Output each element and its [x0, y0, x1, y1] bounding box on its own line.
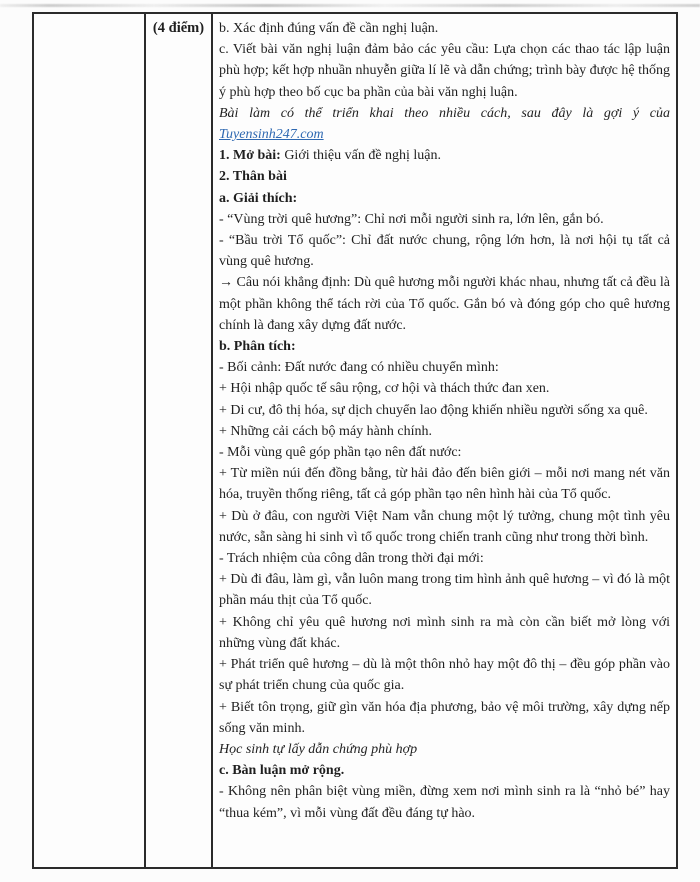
text-run: - Trách nhiệm của công dân trong thời đại mới:: [219, 551, 484, 567]
answer-paragraph: [219, 697, 670, 739]
answer-paragraph: [219, 103, 670, 145]
answer-paragraph: [219, 400, 670, 421]
text-run: Bài làm có thể triển khai theo nhiều cách, sau đây là gợi ý của: [219, 105, 670, 121]
answer-paragraph: [219, 209, 670, 230]
text-run: + Dù ở đâu, con người Việt Nam vẫn chung một lý tưởng, chung một tình yêu nước, sẵn sàng hi sinh vì tổ quốc trong chiến tranh cũng như trong thời bình.: [219, 508, 670, 545]
text-run: b. Xác định đúng vấn đề cần nghị luận.: [219, 21, 439, 36]
answer-paragraph: [219, 272, 670, 336]
text-run: c. Viết bài văn nghị luận đảm bảo các yêu cầu: Lựa chọn các thao tác lập luận phù hợp; kết hợp nhuần nhuyễn giữa lí lẽ và dẫn chứng; trình bày được hệ thống ý phù hợp theo bố cục ba phần của bài văn nghị luận.: [219, 42, 670, 100]
text-run: - “Vùng trời quê hương”: Chỉ nơi mỗi người sinh ra, lớn lên, gắn bó.: [219, 211, 604, 227]
answer-paragraph: [219, 463, 670, 505]
score-cell: (4 điểm): [146, 14, 213, 867]
text-run: - Bối cảnh: Đất nước đang có nhiều chuyển mình:: [219, 360, 499, 376]
text-run: 1. Mở bài:: [219, 148, 285, 164]
text-run: + Biết tôn trọng, giữ gìn văn hóa địa phương, bảo vệ môi trường, xây dựng nếp sống văn minh.: [219, 699, 670, 736]
answer-paragraph: [219, 336, 670, 357]
answer-paragraph: [219, 781, 670, 823]
text-run: - “Bầu trời Tổ quốc”: Chỉ đất nước chung, rộng lớn hơn, là nơi hội tụ tất cả vùng quê hương.: [219, 233, 670, 270]
answer-paragraph: [219, 548, 670, 569]
answer-paragraph: [219, 421, 670, 442]
answer-paragraph: [219, 39, 670, 103]
text-run: + Phát triển quê hương – dù là một thôn nhỏ hay một đô thị – đều góp phần vào sự phát triển chung của quốc gia.: [219, 657, 670, 694]
answer-paragraph: [219, 357, 670, 378]
answer-paragraph: [219, 506, 670, 548]
tuyensinh247-link[interactable]: Tuyensinh247.com: [219, 127, 324, 143]
answer-table: [32, 12, 678, 869]
text-run: Học sinh tự lấy dẫn chứng phù hợp: [219, 741, 418, 757]
text-run: + Những cải cách bộ máy hành chính.: [219, 423, 432, 439]
answer-paragraph: [219, 188, 670, 209]
text-run: a. Giải thích:: [219, 190, 298, 206]
empty-cell: [34, 14, 146, 867]
text-run: c. Bàn luận mở rộng.: [219, 763, 345, 779]
scan-artifact-line: [0, 4, 700, 7]
answer-cell: [213, 14, 676, 867]
text-run: + Từ miền núi đến đồng bằng, từ hải đảo đến biên giới – mỗi nơi mang nét văn hóa, truyền thống riêng, tất cả góp phần tạo nên hình hài của Tổ quốc.: [219, 466, 670, 503]
text-run: - Mỗi vùng quê góp phần tạo nên đất nước:: [219, 445, 462, 461]
text-run: + Hội nhập quốc tế sâu rộng, cơ hội và thách thức đan xen.: [219, 381, 550, 397]
answer-paragraph: [219, 612, 670, 654]
answer-paragraph: [219, 18, 670, 39]
answer-paragraph: [219, 145, 670, 166]
text-run: 2. Thân bài: [219, 169, 287, 185]
answer-paragraph: [219, 760, 670, 781]
text-run: → Câu nói khẳng định: Dù quê hương mỗi người khác nhau, nhưng tất cả đều là một phần không thể tách rời của Tổ quốc. Gắn bó và đóng góp cho quê hương chính là đang xây dựng đất nước.: [219, 275, 670, 333]
answer-paragraph: [219, 378, 670, 399]
answer-paragraph: [219, 166, 670, 187]
answer-paragraph: [219, 569, 670, 611]
answer-paragraph: [219, 230, 670, 272]
answer-paragraph: [219, 739, 670, 760]
text-run: + Dù đi đâu, làm gì, vẫn luôn mang trong tim hình ảnh quê hương – vì đó là một phần máu thịt của Tổ quốc.: [219, 572, 671, 609]
answer-paragraph: [219, 654, 670, 696]
text-run: + Không chỉ yêu quê hương nơi mình sinh ra mà còn cần biết mở lòng với những vùng đất khác.: [219, 614, 670, 651]
answer-paragraph: [219, 442, 670, 463]
text-run: - Không nên phân biệt vùng miền, đừng xem nơi mình sinh ra là “nhỏ bé” hay “thua kém”, vì mỗi vùng đất đều đáng tự hào.: [219, 784, 670, 821]
text-run: b. Phân tích:: [219, 339, 296, 355]
text-run: Giới thiệu vấn đề nghị luận.: [284, 148, 442, 164]
text-run: + Di cư, đô thị hóa, sự dịch chuyển lao động khiến nhiều người sống xa quê.: [219, 402, 648, 418]
